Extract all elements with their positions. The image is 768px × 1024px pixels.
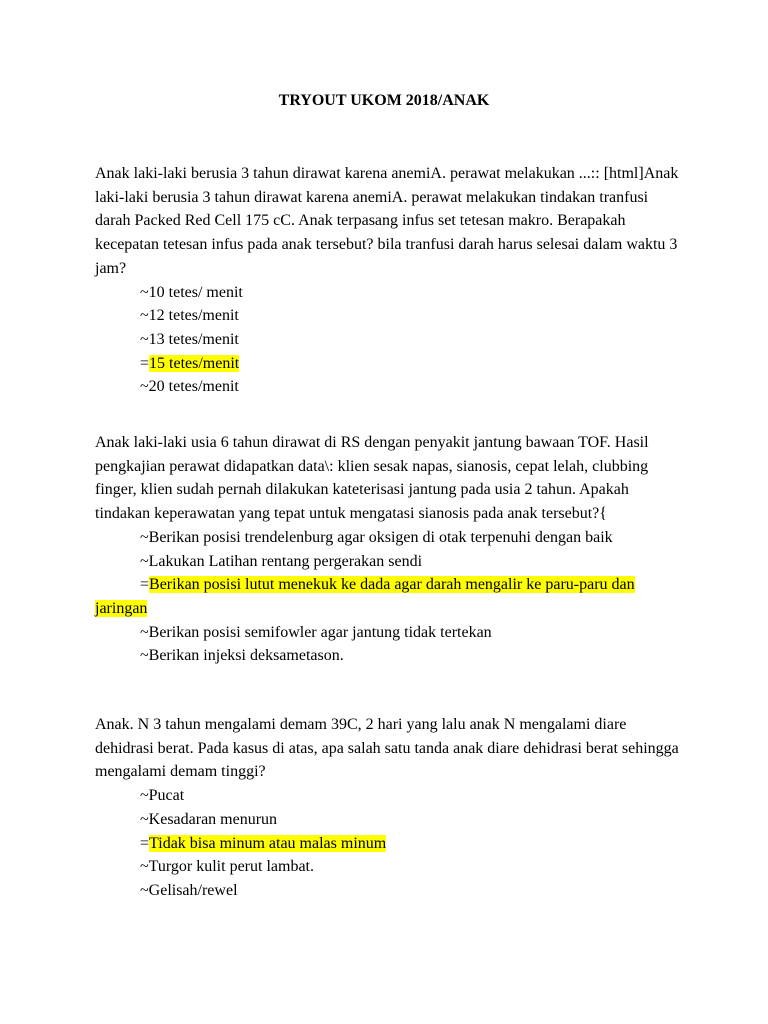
option-item: [95, 281, 685, 305]
option-item: [95, 808, 685, 832]
option-prefix: ~: [140, 330, 149, 348]
option-prefix: ~: [140, 378, 149, 396]
option-item: [95, 375, 685, 399]
option-prefix: ~: [140, 858, 149, 876]
option-item: [95, 526, 685, 550]
correct-option-text: 15 tetes/menit: [149, 354, 240, 372]
option-item: [95, 644, 685, 668]
option-item: [95, 328, 685, 352]
option-item: [95, 621, 685, 645]
option-item: [95, 879, 685, 903]
option-list: [95, 281, 685, 400]
option-text: Berikan posisi trendelenburg agar oksigen di otak terpenuhi dengan baik: [148, 528, 613, 546]
option-prefix: ~: [140, 623, 149, 641]
option-text: Gelisah/rewel: [148, 881, 238, 899]
option-text: Kesadaran menurun: [148, 810, 278, 828]
correct-option-text: Berikan posisi lutut menekuk ke dada agar darah mengalir ke paru-paru dan jaringan: [95, 576, 635, 617]
option-item: [95, 304, 685, 328]
option-prefix: ~: [140, 307, 149, 325]
option-prefix: ~: [140, 552, 149, 570]
question-1: [95, 162, 685, 399]
option-prefix: =: [140, 834, 150, 852]
option-item: [95, 855, 685, 879]
option-text: Turgor kulit perut lambat.: [148, 858, 314, 876]
option-prefix: ~: [140, 647, 149, 665]
question-stem: Anak. N 3 tahun mengalami demam 39C, 2 hari yang lalu anak N mengalami diare dehidrasi berat. Pada kasus di atas, apa salah satu tanda anak diare dehidrasi berat sehingga mengalami demam tinggi?: [95, 716, 679, 781]
option-text: 20 tetes/menit: [148, 378, 239, 396]
option-item: [95, 784, 685, 808]
correct-option-item: [95, 832, 685, 856]
question-stem: Anak laki-laki usia 6 tahun dirawat di RS dengan penyakit jantung bawaan TOF. Hasil pengkajian perawat didapatkan data\: klien sesak napas, sianosis, cepat lelah, clubbing finger, klien sudah pernah dilakukan kateterisasi jantung pada usia 2 tahun. Apakah tindakan keperawatan yang tepat untuk mengatasi sianosis pada anak tersebut?{: [95, 434, 649, 523]
correct-option-item: [95, 573, 685, 620]
option-prefix: =: [140, 354, 150, 372]
question-2: [95, 431, 685, 668]
option-list: [95, 526, 685, 668]
option-prefix: ~: [140, 283, 149, 301]
question-stem: Anak laki-laki berusia 3 tahun dirawat karena anemiA. perawat melakukan ...:: [html]Anak laki-laki berusia 3 tahun dirawat karena anemiA. perawat melakukan tindakan tranfusi darah Packed Red Cell 175 cC. Anak terpasang infus set tetesan makro. Berapakah kecepatan tetesan infus pada anak tersebut? bila tranfusi darah harus selesai dalam waktu 3 jam?: [95, 165, 679, 277]
option-list: [95, 784, 685, 903]
option-text: Berikan posisi semifowler agar jantung tidak tertekan: [148, 623, 492, 641]
option-text: Lakukan Latihan rentang pergerakan sendi: [148, 552, 423, 570]
option-text: Pucat: [148, 787, 185, 805]
option-item: [95, 550, 685, 574]
option-text: Berikan injeksi deksametason.: [148, 647, 344, 665]
option-text: 13 tetes/menit: [148, 330, 239, 348]
option-text: 12 tetes/menit: [148, 307, 239, 325]
option-text: 10 tetes/ menit: [148, 283, 243, 301]
option-prefix: ~: [140, 787, 149, 805]
correct-option-item: [95, 352, 685, 376]
option-prefix: ~: [140, 810, 149, 828]
option-prefix: ~: [140, 881, 149, 899]
document-title: TRYOUT UKOM 2018/ANAK: [278, 92, 490, 109]
option-prefix: ~: [140, 528, 149, 546]
correct-option-text: Tidak bisa minum atau malas minum: [149, 834, 387, 852]
question-3: [95, 713, 685, 903]
option-prefix: =: [140, 576, 150, 594]
